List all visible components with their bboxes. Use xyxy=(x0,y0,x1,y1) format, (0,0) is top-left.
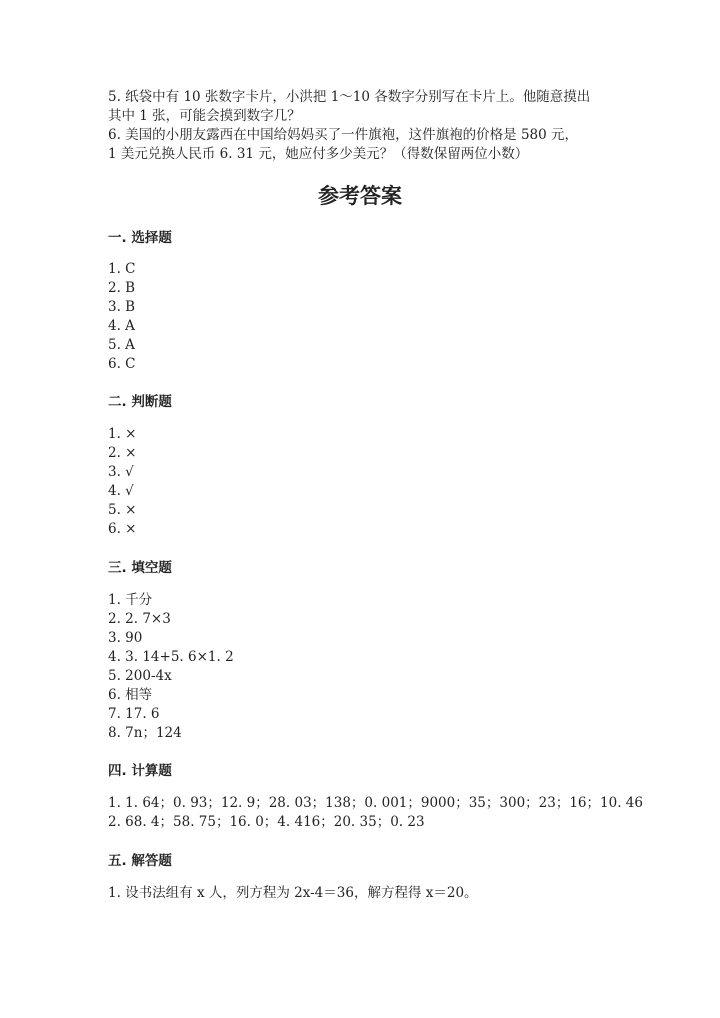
section-heading: 一. 选择题 xyxy=(108,230,172,246)
answer-item: 2. 2. 7×3 xyxy=(108,611,171,627)
answer-item: 5. 200-4x xyxy=(108,668,172,684)
section-heading: 二. 判断题 xyxy=(108,394,172,410)
answer-item: 6. × xyxy=(108,521,137,537)
section-heading: 五. 解答题 xyxy=(108,853,172,869)
question-line: 其中 1 张，可能会摸到数字几？ xyxy=(108,108,301,124)
answer-item: 2. B xyxy=(108,280,136,296)
answer-item: 7. 17. 6 xyxy=(108,706,160,722)
page-title: 参考答案 xyxy=(318,184,402,208)
answer-item: 3. B xyxy=(108,299,136,315)
question-text xyxy=(108,88,660,164)
answer-item: 3. 90 xyxy=(108,630,143,646)
answer-item: 1. × xyxy=(108,426,137,442)
section-heading: 四. 计算题 xyxy=(108,763,172,779)
answer-item: 1. 1. 64；0. 93；12. 9；28. 03；138；0. 001；9000；35；300；23；16；10. 46 xyxy=(108,795,643,811)
answer-item: 8. 7n；124 xyxy=(108,725,182,741)
question-line: 1 美元兑换人民币 6. 31 元，她应付多少美元？（得数保留两位小数） xyxy=(108,146,529,162)
answer-list xyxy=(108,794,660,832)
answer-item: 4. 3. 14+5. 6×1. 2 xyxy=(108,649,234,665)
answer-item: 4. A xyxy=(108,318,135,334)
section-heading: 三. 填空题 xyxy=(108,560,172,576)
answer-list xyxy=(108,884,660,903)
answer-list xyxy=(108,591,660,743)
question-line: 5. 纸袋中有 10 张数字卡片，小洪把 1～10 各数字分别写在卡片上。他随意摸出 xyxy=(108,89,591,105)
answer-list xyxy=(108,260,660,374)
answer-item: 1. 千分 xyxy=(108,592,153,608)
answer-item: 5. × xyxy=(108,502,137,518)
answer-item: 2. × xyxy=(108,445,137,461)
answer-item: 6. C xyxy=(108,356,136,372)
answer-item: 1. 设书法组有 x 人，列方程为 2x-4＝36，解方程得 x＝20。 xyxy=(108,885,478,901)
answer-item: 4. √ xyxy=(108,483,134,499)
answer-item: 6. 相等 xyxy=(108,687,153,703)
answer-item: 3. √ xyxy=(108,464,134,480)
answer-item: 2. 68. 4；58. 75；16. 0；4. 416；20. 35；0. 23 xyxy=(108,814,425,830)
question-line: 6. 美国的小朋友露西在中国给妈妈买了一件旗袍，这件旗袍的价格是 580 元， xyxy=(108,127,579,143)
answer-item: 1. C xyxy=(108,261,136,277)
answer-list xyxy=(108,425,660,539)
answer-item: 5. A xyxy=(108,337,135,353)
